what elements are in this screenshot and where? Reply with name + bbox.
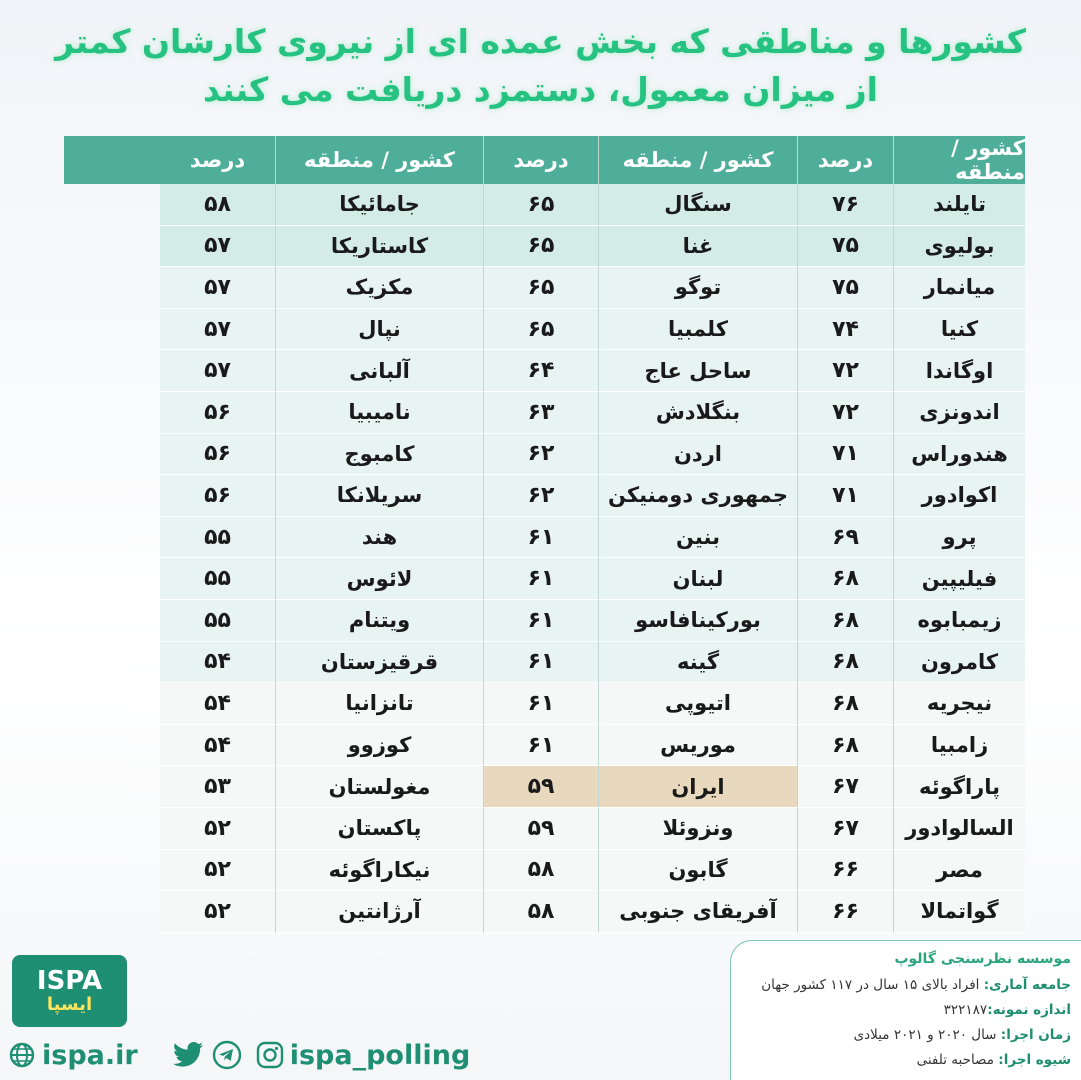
population-line [739, 973, 1071, 998]
percent-cell: ۷۴ [797, 309, 893, 351]
country-cell: میانمار [893, 267, 1025, 309]
time-value: سال ۲۰۲۰ و ۲۰۲۱ میلادی [853, 1027, 997, 1043]
instagram-icon[interactable] [256, 1041, 284, 1069]
country-cell: نیجریه [893, 683, 1025, 725]
population-value: افراد بالای ۱۵ سال در ۱۱۷ کشور جهان [761, 977, 980, 993]
country-cell: گینه [598, 642, 797, 684]
country-cell: نپال [275, 309, 483, 351]
percent-cell: ۶۲ [483, 434, 598, 476]
table-header [64, 136, 1025, 184]
country-cell: ویتنام [275, 600, 483, 642]
country-cell: هندوراس [893, 434, 1025, 476]
table-row [64, 434, 1025, 476]
instagram-handle[interactable]: ispa_polling [289, 1039, 471, 1071]
percent-cell: ۵۴ [160, 725, 275, 767]
country-cell: بنگلادش [598, 392, 797, 434]
data-table [64, 136, 1025, 933]
percent-cell: ۶۸ [797, 683, 893, 725]
percent-cell: ۶۵ [483, 226, 598, 268]
percent-cell: ۵۲ [160, 891, 275, 933]
percent-cell: ۶۸ [797, 725, 893, 767]
sample-value: ۳۲۲۱۸۷ [943, 1002, 988, 1018]
percent-cell: ۶۱ [483, 642, 598, 684]
percent-cell: ۵۷ [160, 350, 275, 392]
country-cell: فیلیپین [893, 558, 1025, 600]
country-cell: تانزانیا [275, 683, 483, 725]
table-row [64, 184, 1025, 226]
header-country: کشور / منطقه [893, 136, 1025, 184]
percent-cell: ۵۵ [160, 558, 275, 600]
telegram-icon[interactable] [212, 1040, 242, 1070]
table-row [64, 226, 1025, 268]
percent-cell: ۷۱ [797, 434, 893, 476]
country-cell: آفریقای جنوبی [598, 891, 797, 933]
country-cell: مصر [893, 850, 1025, 892]
percent-cell: ۶۱ [483, 725, 598, 767]
time-line [739, 1023, 1071, 1048]
country-cell: پاکستان [275, 808, 483, 850]
sample-label: اندازه نمونه: [987, 1002, 1071, 1018]
country-cell: اردن [598, 434, 797, 476]
percent-cell: ۶۳ [483, 392, 598, 434]
country-cell: بورکینافاسو [598, 600, 797, 642]
country-cell: جامائیکا [275, 184, 483, 226]
percent-cell: ۵۵ [160, 517, 275, 559]
table-row [64, 683, 1025, 725]
header-country: کشور / منطقه [598, 136, 797, 184]
table-row [64, 600, 1025, 642]
percent-cell: ۵۸ [483, 891, 598, 933]
percent-cell: ۵۹ [483, 808, 598, 850]
method-label: شیوه اجرا: [998, 1052, 1071, 1068]
sample-line [739, 998, 1071, 1023]
percent-cell: ۷۱ [797, 475, 893, 517]
country-cell: کنیا [893, 309, 1025, 351]
country-cell: گواتمالا [893, 891, 1025, 933]
country-cell: سریلانکا [275, 475, 483, 517]
table-row [64, 309, 1025, 351]
country-cell: بنین [598, 517, 797, 559]
percent-cell: ۵۷ [160, 226, 275, 268]
country-cell: زیمبابوه [893, 600, 1025, 642]
country-cell: توگو [598, 267, 797, 309]
percent-cell: ۶۹ [797, 517, 893, 559]
website-link[interactable]: ispa.ir [42, 1039, 138, 1071]
percent-cell: ۷۲ [797, 392, 893, 434]
percent-cell: ۶۶ [797, 891, 893, 933]
percent-cell: ۷۵ [797, 267, 893, 309]
table-row [64, 392, 1025, 434]
percent-cell: ۵۶ [160, 434, 275, 476]
country-cell: نامیبیا [275, 392, 483, 434]
percent-cell: ۶۱ [483, 517, 598, 559]
percent-cell: ۵۴ [160, 642, 275, 684]
country-cell: آلبانی [275, 350, 483, 392]
twitter-icon[interactable] [172, 1041, 204, 1069]
country-cell: اوگاندا [893, 350, 1025, 392]
country-cell: کوزوو [275, 725, 483, 767]
country-cell: کامرون [893, 642, 1025, 684]
percent-cell: ۶۸ [797, 558, 893, 600]
country-cell: لائوس [275, 558, 483, 600]
method-line [739, 1048, 1071, 1073]
percent-cell: ۶۸ [797, 600, 893, 642]
percent-cell: ۵۶ [160, 392, 275, 434]
header-percent: درصد [189, 148, 246, 172]
percent-cell: ۶۵ [483, 184, 598, 226]
country-cell: لبنان [598, 558, 797, 600]
country-cell: اکوادور [893, 475, 1025, 517]
percent-cell: ۵۶ [160, 475, 275, 517]
country-cell: قرقیزستان [275, 642, 483, 684]
country-cell: مغولستان [275, 766, 483, 808]
country-cell: زامبیا [893, 725, 1025, 767]
country-cell: کاستاریکا [275, 226, 483, 268]
country-cell: موریس [598, 725, 797, 767]
time-label: زمان اجرا: [1000, 1027, 1071, 1043]
country-cell: تایلند [893, 184, 1025, 226]
country-cell: اتیوپی [598, 683, 797, 725]
country-cell: کامبوج [275, 434, 483, 476]
percent-cell: ۷۲ [797, 350, 893, 392]
table-row [64, 891, 1025, 933]
table-row [64, 766, 1025, 808]
country-cell: پرو [893, 517, 1025, 559]
percent-cell: ۵۲ [160, 808, 275, 850]
population-label: جامعه آماری: [983, 977, 1071, 993]
percent-cell: ۵۷ [160, 267, 275, 309]
header-country: کشور / منطقه [275, 136, 483, 184]
percent-cell: ۷۵ [797, 226, 893, 268]
table-row [64, 517, 1025, 559]
ispa-logo [12, 955, 127, 1027]
table-row [64, 725, 1025, 767]
country-cell: کلمبیا [598, 309, 797, 351]
country-cell: ونزوئلا [598, 808, 797, 850]
country-cell: مکزیک [275, 267, 483, 309]
table-body [64, 184, 1025, 933]
country-cell: گابون [598, 850, 797, 892]
percent-cell: ۶۷ [797, 766, 893, 808]
logo-latin: ISPA [36, 966, 103, 996]
percent-cell: ۵۳ [160, 766, 275, 808]
country-cell: بولیوی [893, 226, 1025, 268]
header-percent: درصد [483, 136, 598, 184]
percent-cell: ۶۵ [483, 309, 598, 351]
social-bar [8, 1035, 470, 1075]
country-cell: ساحل عاج [598, 350, 797, 392]
table-row [64, 642, 1025, 684]
percent-cell: ۶۱ [483, 558, 598, 600]
country-cell: سنگال [598, 184, 797, 226]
source-org: موسسه نظرسنجی گالوپ [894, 951, 1071, 967]
table-row [64, 558, 1025, 600]
percent-cell: ۶۱ [483, 683, 598, 725]
percent-cell: ۵۸ [483, 850, 598, 892]
country-cell: هند [275, 517, 483, 559]
info-box [730, 940, 1081, 1080]
table-row [64, 267, 1025, 309]
country-cell: نیکاراگوئه [275, 850, 483, 892]
country-cell: جمهوری دومنیکن [598, 475, 797, 517]
country-cell: اندونزی [893, 392, 1025, 434]
country-cell: السالوادور [893, 808, 1025, 850]
globe-icon [8, 1041, 36, 1069]
logo-farsi: ایسپا [46, 994, 93, 1015]
table-row [64, 850, 1025, 892]
percent-cell: ۵۷ [160, 309, 275, 351]
percent-cell: ۵۵ [160, 600, 275, 642]
header-percent: درصد [797, 136, 893, 184]
page-title: کشورها و مناطقی که بخش عمده ای از نیروی کارشان کمتر از میزان معمول، دستمزد دریافت می کنند [55, 22, 1026, 109]
method-value: مصاحبه تلفنی [916, 1052, 994, 1068]
percent-cell: ۶۲ [483, 475, 598, 517]
percent-cell: ۶۶ [797, 850, 893, 892]
country-cell: ایران [598, 766, 797, 808]
table-row [64, 808, 1025, 850]
percent-cell: ۶۷ [797, 808, 893, 850]
country-cell: پاراگوئه [893, 766, 1025, 808]
percent-cell: ۵۲ [160, 850, 275, 892]
percent-cell: ۷۶ [797, 184, 893, 226]
percent-cell: ۵۴ [160, 683, 275, 725]
country-cell: آرژانتین [275, 891, 483, 933]
table-row [64, 350, 1025, 392]
percent-cell: ۶۴ [483, 350, 598, 392]
percent-cell: ۶۸ [797, 642, 893, 684]
percent-cell: ۵۸ [160, 184, 275, 226]
table-row [64, 475, 1025, 517]
percent-cell: ۶۵ [483, 267, 598, 309]
country-cell: غنا [598, 226, 797, 268]
percent-cell: ۶۱ [483, 600, 598, 642]
percent-cell: ۵۹ [483, 766, 598, 808]
